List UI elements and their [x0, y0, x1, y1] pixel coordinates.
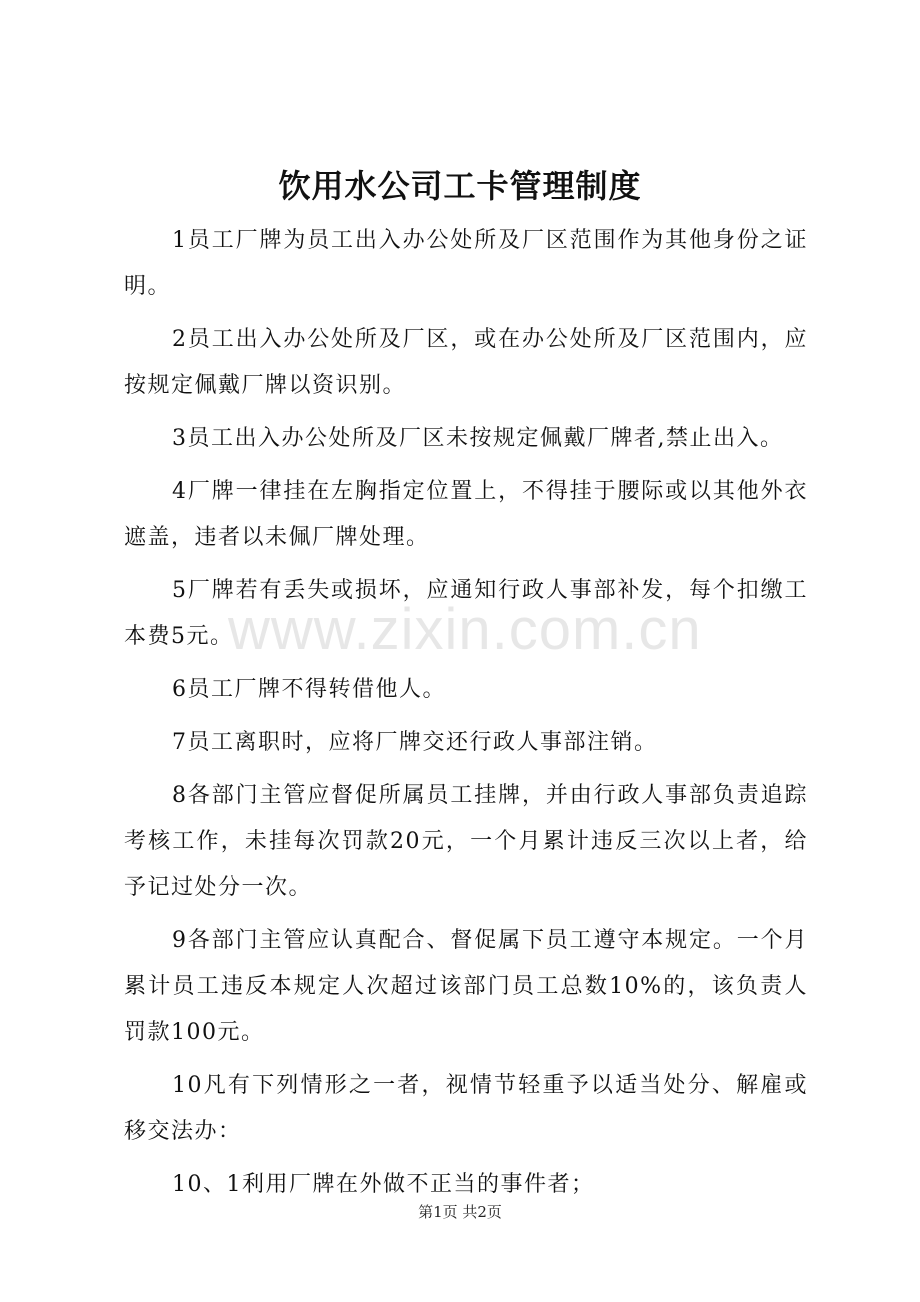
watermark: www.zixin.com.cn [228, 597, 702, 662]
paragraph-6: 6员工厂牌不得转借他人。 [172, 677, 446, 702]
paragraph-3: 3员工出入办公处所及厂区未按规定佩戴厂牌者,禁止出入。 [172, 426, 784, 451]
paragraph-9: 9各部门主管应认真配合、督促属下员工遵守本规定。一个月累计员工违反本规定人次超过该部门员工总数10%的，该负责人罚款100元。 [124, 928, 808, 1045]
paragraph-8: 8各部门主管应督促所属员工挂牌，并由行政人事部负责追踪考核工作，未挂每次罚款20元，一个月累计违反三次以上者，给予记过处分一次。 [124, 783, 808, 900]
document-body [124, 218, 808, 1215]
paragraph-7: 7员工离职时，应将厂牌交还行政人事部注销。 [172, 730, 658, 755]
paragraph-5: 5厂牌若有丢失或损坏，应通知行政人事部补发，每个扣缴工本费5元。 [124, 578, 808, 649]
paragraph-1: 1员工厂牌为员工出入办公处所及厂区范围作为其他身份之证明。 [124, 228, 808, 299]
paragraph-2: 2员工出入办公处所及厂区，或在办公处所及厂区范围内，应按规定佩戴厂牌以资识别。 [124, 327, 808, 398]
paragraph-4: 4厂牌一律挂在左胸指定位置上，不得挂于腰际或以其他外衣遮盖，违者以未佩厂牌处理。 [124, 479, 808, 550]
document-title: 饮用水公司工卡管理制度 [278, 167, 642, 205]
page-footer: 第1页 共2页 [418, 1203, 502, 1221]
paragraph-10-1: 10、1利用厂牌在外做不正当的事件者； [172, 1172, 595, 1197]
paragraph-10: 10凡有下列情形之一者，视情节轻重予以适当处分、解雇或移交法办： [124, 1073, 808, 1144]
